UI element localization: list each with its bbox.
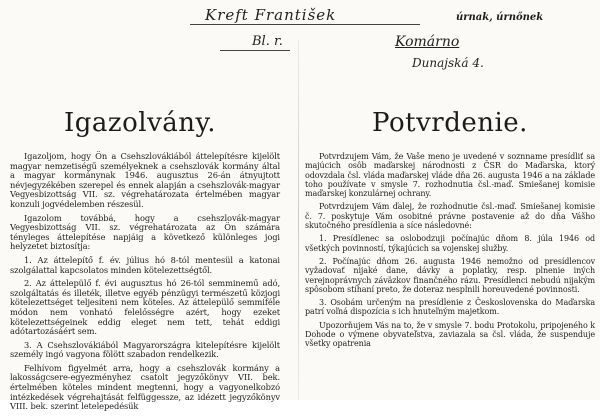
handwritten-name: Kreft František [205, 6, 337, 24]
slovak-paragraph: 1. Presídlenec sa oslobodzuji počínajúc dňom 8. júla 1946 od všetkých povinností, týkajúcich sa vojenskej služby. [305, 234, 595, 253]
abbreviation-underline [220, 50, 290, 51]
slovak-paragraph: 3. Osobám určeným na presídlenie z Československa do Maďarska patrí voľná dispozícia s ich hnuteľným majetkom. [305, 298, 595, 317]
page-fold-line [298, 40, 299, 400]
hungarian-paragraph: 3. A Csehszlovákiából Magyarországra kitelepítésre kijelölt személy ingó vagyona fölött szabadon rendelkezik. [10, 339, 280, 360]
handwritten-street: Dunajská 4. [412, 56, 484, 70]
slovak-heading: Potvrdenie. [372, 108, 528, 138]
addressee-label: úrnak, úrnőnek [456, 12, 544, 23]
hungarian-paragraph: 2. Az áttelepülő f. évi augusztus hó 26-tól semminemű adó, szolgáltatás és illeték, illetve egyéb pénzügyi természetű közjogi kötelezettséget teljesíteni nem köteles. Az áttelepülő semmiféle módon nem vonható felelősségre azért, hogy ezeket kötelezettségeinek eddig eleget nem tett, tehát eddigi adótartozásáért sem. [10, 278, 280, 337]
handwritten-city: Komárno [395, 34, 460, 50]
hungarian-paragraph: 1. Az áttelepítő f. év. július hó 8-tól mentesül a katonai szolgálattal kapcsolatos minden kötelezettségtől. [10, 254, 280, 275]
slovak-paragraph: Potvrdzujem Vám ďalej, že rozhodnutie čsl.-maď. Smiešanej komisie č. 7. poskytuje Vám osobitné právne postavenie až do dňa Vášho skutočného presídlenia a síce následovné: [305, 202, 595, 231]
hungarian-heading: Igazolvány. [63, 108, 217, 138]
hungarian-paragraph: Igazoljom, hogy Ön a Csehszlovákiából áttelepítésre kijelölt magyar nemzetiségű személyeknek a csehszlovák kormány által a magyar kormánynak 1946. augusztus 26-án átnyujtott névjegyzékében szerepel és ennek alapján a csehszlovák-magyar Vegyesbizottság VII. sz. végrehatározata értelmében magyar konzuli jogvédelemben részesül. [10, 151, 280, 209]
slovak-paragraph: 2. Počínajúc dňom 26. augusta 1946 nemožno od presídlencov vyžadovať nijaké dane, dávky a poplatky, resp. plnenie iných verejnoprávnych záväzkov finančného rázu. Presídlenci nebudú nijakým spôsobom stíhaní preto, že doteraz nesplnili horeuvedené povinnosti. [305, 256, 595, 294]
slovak-paragraph: Potvrdzujem Vám, že Vaše meno je uvedené v soznname presídliť sa majúcich osôb maďarskej národnosti z ČSR do Maďarska, ktorý odovzdala čsl. vláda maďarskej vláde dňa 26. augusta 1946 a na základe toho používate v smysle 7. rozhodnutia čsl.-maď. Smiešanej komisie maďarskej konzulárnej ochrany. [305, 152, 595, 199]
hungarian-column [10, 108, 280, 416]
handwritten-abbreviation: Bl. r. [252, 34, 283, 49]
slovak-column [305, 108, 595, 353]
hungarian-paragraph: Igazolom továbbá, hogy a csehszlovák-magyar Vegyesbizottság VII. sz. végrehatározata az Ön számára tényleges áttelepítése napjáig a következő különleges jogi helyzetet biztosítja: [10, 212, 280, 252]
hungarian-paragraph: Felhívom figyelmét arra, hogy a csehszlovák kormány a lakosságcsere-egyezményhez csatolt jegyzőkönyv VII. bek. értelmében köteles mindent megtenni, hogy a vagyonelkobzó intézkedések végrehajtását felfüggessze, az idézett jegyzőkönyv VIII. bek. szerint letelepedésük [10, 362, 280, 412]
slovak-paragraph: Upozorňujem Vás na to, že v smysle 7. bodu Protokolu, pripojeného k Dohode o výmene obyvateľstva, zaviazala sa čsl. vláda, že suspenduje všetky opatrenia [305, 320, 595, 349]
name-underline [190, 24, 420, 25]
